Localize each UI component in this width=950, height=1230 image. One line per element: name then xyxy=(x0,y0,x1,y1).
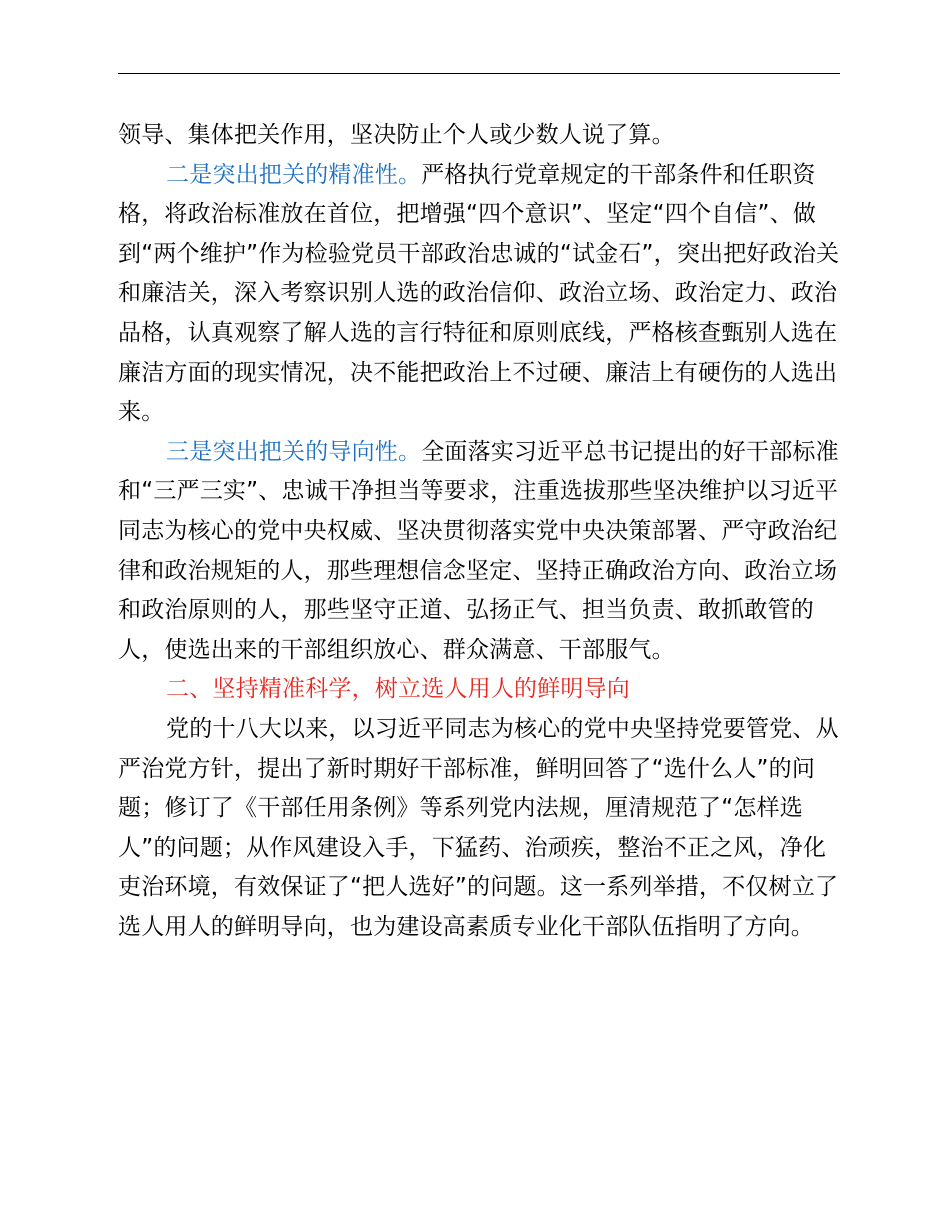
paragraph-orientation xyxy=(118,433,842,671)
header-rule xyxy=(118,73,840,74)
paragraph-precision xyxy=(118,156,842,433)
document-body xyxy=(118,116,842,947)
paragraph-lead: 三是突出把关的导向性。 xyxy=(166,438,422,465)
paragraph-continuation xyxy=(118,116,842,156)
paragraph-text: 党的十八大以来，以习近平同志为核心的党中央坚持党要管党、从严治党方针，提出了新时期好干部标准，鲜明回答了“选什么人”的问题；修订了《干部任用条例》等系列党内法规，厘清规范了“怎样选人”的问题；从作风建设入手，下猛药、治顽疾，整治不正之风，净化吏治环境，有效保证了“把人选好”的问题。这一系列举措，不仅树立了选人用人的鲜明导向，也为建设高素质专业化干部队伍指明了方向。 xyxy=(118,715,839,940)
paragraph-lead: 二是突出把关的精准性。 xyxy=(166,161,422,188)
paragraph-text: 领导、集体把关作用，坚决防止个人或少数人说了算。 xyxy=(118,122,675,148)
section-heading-text: 二、坚持精准科学，树立选人用人的鲜明导向 xyxy=(166,676,630,703)
paragraph-text: 严格执行党章规定的干部条件和任职资格，将政治标准放在首位，把增强“四个意识”、坚定“四个自信”、做到“两个维护”作为检验党员干部政治忠诚的“试金石”，突出把好政治关和廉洁关，深入考察识别人选的政治信仰、政治立场、政治定力、政治品格，认真观察了解人选的言行特征和原则底线，严格核查甄别人选在廉洁方面的现实情况，决不能把政治上不过硬、廉洁上有硬伤的人选出来。 xyxy=(118,161,840,426)
paragraph-since-18th-congress xyxy=(118,710,842,948)
paragraph-text: 全面落实习近平总书记提出的好干部标准和“三严三实”、忠诚干净担当等要求，注重选拔那些坚决维护以习近平同志为核心的党中央权威、坚决贯彻落实党中央决策部署、严守政治纪律和政治规矩的人，那些理想信念坚定、坚持正确政治方向、政治立场和政治原则的人，那些坚守正道、弘扬正气、担当负责、敢抓敢管的人，使选出来的干部组织放心、群众满意、干部服气。 xyxy=(118,438,839,663)
section-heading xyxy=(118,670,842,710)
